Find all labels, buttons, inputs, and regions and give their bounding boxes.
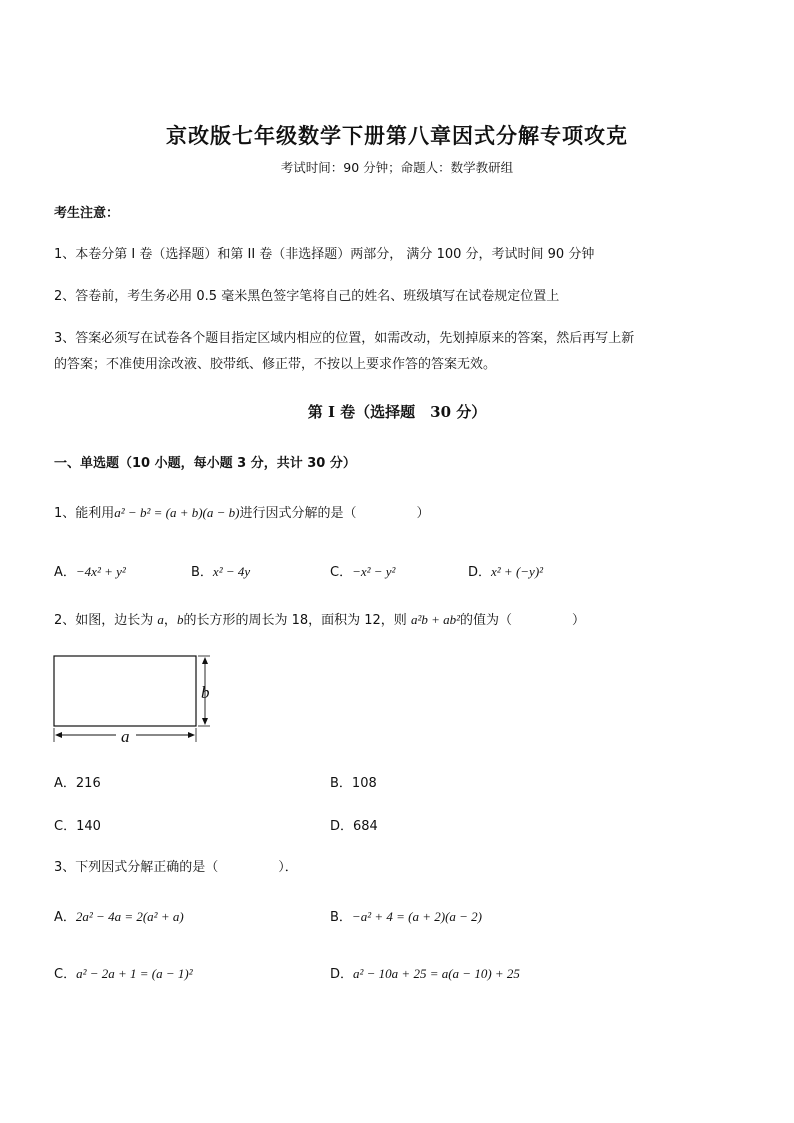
option-d: [468, 561, 543, 580]
option-text: a² − 2a + 1 = (a − 1)²: [76, 966, 193, 981]
option-label: D．: [330, 819, 354, 834]
exam-info: 考试时间：90 分钟；命题人：数学教研组: [280, 160, 514, 175]
rectangle-figure: [50, 650, 220, 745]
option-text: 2a² − 4a = 2(a² + a): [75, 909, 184, 924]
option-text: −4x² + y²: [75, 564, 126, 579]
arrow-up-icon: [202, 657, 208, 664]
option-text: −x² − y²: [352, 564, 396, 579]
question-3: [54, 856, 298, 875]
option-b: [330, 772, 377, 791]
option-label: B．: [330, 910, 352, 925]
option-d: [330, 815, 378, 834]
question-text: 的长方形的周长为 18，面积为 12，则: [183, 613, 407, 628]
question-text: ）: [572, 613, 586, 628]
option-text: 108: [351, 776, 377, 791]
option-label: A．: [54, 776, 76, 791]
question-text: 1、能利用: [54, 506, 115, 521]
option-a: [54, 906, 184, 925]
option-label: A．: [54, 910, 76, 925]
label-a: a: [121, 727, 130, 745]
subsection-title: 一、单选题（10 小题，每小题 3 分，共计 30 分）: [54, 456, 356, 471]
option-a: [54, 772, 101, 791]
rectangle-shape: [54, 656, 196, 726]
question-text: 进行因式分解的是（: [239, 506, 357, 521]
option-text: −a² + 4 = (a + 2)(a − 2): [351, 909, 482, 924]
question-2: [54, 609, 585, 628]
question-text: ）: [416, 506, 430, 521]
notice-item: 3、答案必须写在试卷各个题目指定区域内相应的位置，如需改动，先划掉原来的答案，然后再写上新: [54, 331, 635, 346]
page-title: 京改版七年级数学下册第八章因式分解专项攻克: [166, 123, 628, 148]
option-text: 684: [353, 819, 378, 834]
option-label: C．: [54, 819, 77, 834]
option-text: 140: [76, 819, 101, 834]
option-label: B．: [330, 776, 352, 791]
arrow-down-icon: [202, 718, 208, 725]
question-formula: a²b + ab²: [410, 612, 461, 627]
label-b: b: [201, 683, 210, 702]
option-label: B．: [191, 565, 213, 580]
option-text: a² − 10a + 25 = a(a − 10) + 25: [353, 966, 520, 981]
question-1: [54, 502, 430, 521]
option-c: [54, 815, 101, 834]
question-text: 3、下列因式分解正确的是（: [54, 860, 219, 875]
option-text: x² + (−y)²: [491, 564, 544, 579]
question-var: b: [176, 612, 184, 627]
option-label: D．: [330, 967, 354, 982]
option-c: [330, 561, 395, 580]
option-b: [191, 561, 250, 580]
question-text: ，: [163, 613, 177, 628]
notice-item: 1、本卷分第 I 卷（选择题）和第 II 卷（非选择题）两部分， 满分 100 分，考试时间 90 分钟: [54, 247, 595, 262]
option-d: [330, 963, 520, 982]
section-title: 第 I 卷（选择题 30 分）: [307, 403, 487, 421]
question-text: ）．: [278, 860, 298, 875]
option-text: 216: [75, 776, 101, 791]
question-var: a: [157, 612, 164, 627]
notice-item: 的答案；不准使用涂改液、胶带纸、修正带，不按以上要求作答的答案无效。: [54, 357, 497, 372]
arrow-left-icon: [55, 732, 62, 738]
arrow-right-icon: [188, 732, 195, 738]
notice-item: 2、答卷前，考生务必用 0.5 毫米黑色签字笔将自己的姓名、班级填写在试卷规定位置上: [54, 289, 560, 304]
option-c: [54, 963, 193, 982]
question-text: 2、如图，边长为: [54, 613, 154, 628]
question-text: 的值为（: [460, 613, 513, 628]
option-label: A．: [54, 565, 76, 580]
option-label: D．: [468, 565, 492, 580]
option-a: [54, 561, 126, 580]
question-formula: a² − b² = (a + b)(a − b): [114, 505, 240, 520]
option-b: [330, 906, 482, 925]
notice-heading: 考生注意：: [54, 206, 120, 221]
option-label: C．: [330, 565, 353, 580]
option-text: x² − 4y: [212, 564, 251, 579]
option-label: C．: [54, 967, 77, 982]
